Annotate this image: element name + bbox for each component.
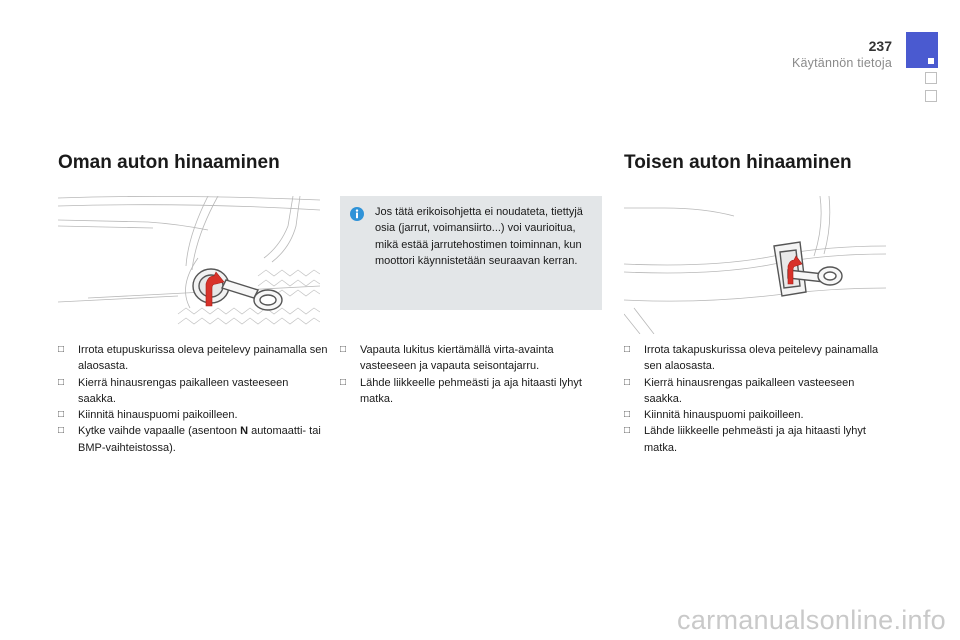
chapter-tab-active[interactable] bbox=[906, 32, 938, 68]
front-towing-eye-illustration bbox=[58, 196, 320, 334]
list-item: □ Irrota takapuskurissa oleva peitelevy painamalla sen alaosasta. bbox=[624, 342, 892, 375]
other-car-steps bbox=[624, 342, 892, 456]
info-icon bbox=[350, 207, 364, 221]
list-item: □ Vapauta lukitus kiertämällä virta-avainta vasteeseen ja vapauta seisontajarru. bbox=[340, 342, 602, 375]
own-car-steps bbox=[58, 342, 328, 456]
tab-marker bbox=[928, 58, 934, 64]
list-item: □ Kiinnitä hinauspuomi paikoilleen. bbox=[624, 407, 892, 423]
list-item: □ Kierrä hinausrengas paikalleen vasteeseen saakka. bbox=[58, 375, 328, 408]
info-box-paragraph: Jos tätä erikoisohjetta ei noudateta, tiettyjä osia (jarrut, voimansiirto...) voi vaurioitua, mikä estää jarrutehostimen toiminnan, kun moottori käynnistetään seuraavan kerran. bbox=[375, 206, 583, 268]
list-item-text: Kytke vaihde vapaalle (asentoon bbox=[78, 425, 241, 438]
info-box-text bbox=[375, 204, 590, 270]
neutral-position-label: N bbox=[240, 425, 249, 438]
list-item: □ Kiinnitä hinauspuomi paikoilleen. bbox=[58, 407, 328, 423]
chapter-tab[interactable] bbox=[925, 90, 937, 102]
watermark: carmanualsonline.info bbox=[677, 605, 946, 635]
list-item-text: automaatti- tai BMP-vaihteistossa). bbox=[78, 425, 321, 454]
page-number: 237 bbox=[868, 38, 892, 54]
warning-info-box bbox=[340, 196, 602, 310]
list-item: □ Lähde liikkeelle pehmeästi ja aja hitaasti lyhyt matka. bbox=[624, 423, 892, 456]
section-heading-own-car: Oman auton hinaaminen bbox=[58, 152, 280, 173]
own-car-steps-continued bbox=[340, 342, 602, 407]
section-heading-other-car: Toisen auton hinaaminen bbox=[624, 152, 852, 173]
rear-towing-eye-illustration bbox=[624, 196, 886, 334]
list-item: □ Lähde liikkeelle pehmeästi ja aja hitaasti lyhyt matka. bbox=[340, 375, 602, 408]
chapter-title: Käytännön tietoja bbox=[791, 56, 892, 70]
list-item: □ Irrota etupuskurissa oleva peitelevy painamalla sen alaosasta. bbox=[58, 342, 328, 375]
chapter-tab[interactable] bbox=[925, 72, 937, 84]
list-item: □ Kierrä hinausrengas paikalleen vasteeseen saakka. bbox=[624, 375, 892, 408]
list-item bbox=[58, 423, 328, 456]
